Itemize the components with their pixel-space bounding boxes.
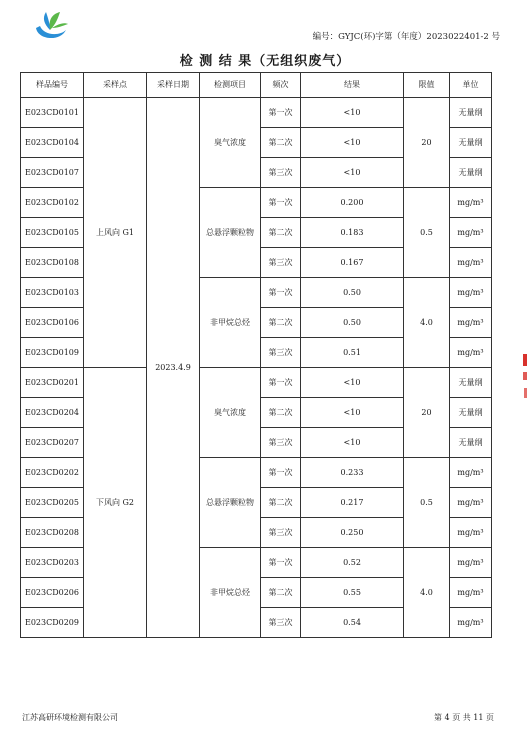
document-number: 编号：GYJC(环)字第（年度）2023022401-2 号	[312, 32, 500, 42]
footer-page-number: 第 4 页 共 11 页	[434, 713, 494, 722]
sample-id-cell: E023CD0102	[21, 188, 84, 218]
company-logo-icon	[30, 8, 72, 44]
result-cell: 0.167	[301, 248, 404, 278]
frequency-cell: 第二次	[261, 578, 301, 608]
sample-id-cell: E023CD0103	[21, 278, 84, 308]
results-table-body	[21, 98, 492, 638]
table-row	[21, 98, 492, 128]
result-cell: 0.233	[301, 458, 404, 488]
frequency-cell: 第二次	[261, 218, 301, 248]
result-cell: 0.55	[301, 578, 404, 608]
unit-cell: mg/m³	[450, 518, 492, 548]
sample-id-cell: E023CD0101	[21, 98, 84, 128]
result-cell: 0.200	[301, 188, 404, 218]
unit-cell: mg/m³	[450, 488, 492, 518]
sample-id-cell: E023CD0204	[21, 398, 84, 428]
results-table	[20, 72, 492, 638]
frequency-cell: 第一次	[261, 188, 301, 218]
unit-cell: mg/m³	[450, 608, 492, 638]
sample-id-cell: E023CD0107	[21, 158, 84, 188]
frequency-cell: 第二次	[261, 308, 301, 338]
frequency-cell: 第一次	[261, 548, 301, 578]
sampling-date-cell: 2023.4.9	[147, 98, 200, 638]
frequency-cell: 第一次	[261, 98, 301, 128]
test-item-cell: 非甲烷总烃	[200, 548, 261, 638]
sample-id-cell: E023CD0109	[21, 338, 84, 368]
result-cell: 0.50	[301, 308, 404, 338]
sampling-point-cell: 上风向 G1	[84, 98, 147, 368]
unit-cell: mg/m³	[450, 578, 492, 608]
footer-company-name: 江苏高研环境检测有限公司	[22, 713, 118, 722]
column-header: 单位	[450, 73, 492, 98]
unit-cell: 无量纲	[450, 128, 492, 158]
result-cell: 0.51	[301, 338, 404, 368]
unit-cell: 无量纲	[450, 158, 492, 188]
table-header-row	[21, 73, 492, 98]
sample-id-cell: E023CD0203	[21, 548, 84, 578]
test-item-cell: 臭气浓度	[200, 368, 261, 458]
unit-cell: mg/m³	[450, 248, 492, 278]
column-header: 样品编号	[21, 73, 84, 98]
sample-id-cell: E023CD0108	[21, 248, 84, 278]
sample-id-cell: E023CD0106	[21, 308, 84, 338]
result-cell: 0.217	[301, 488, 404, 518]
test-item-cell: 非甲烷总烃	[200, 278, 261, 368]
frequency-cell: 第二次	[261, 488, 301, 518]
column-header: 限值	[404, 73, 450, 98]
result-cell: 0.183	[301, 218, 404, 248]
test-item-cell: 总悬浮颗粒物	[200, 458, 261, 548]
unit-cell: mg/m³	[450, 308, 492, 338]
sampling-point-cell: 下风向 G2	[84, 368, 147, 638]
limit-cell: 20	[404, 98, 450, 188]
result-cell: <10	[301, 368, 404, 398]
limit-cell: 0.5	[404, 458, 450, 548]
frequency-cell: 第一次	[261, 278, 301, 308]
limit-cell: 4.0	[404, 548, 450, 638]
frequency-cell: 第三次	[261, 158, 301, 188]
result-cell: <10	[301, 158, 404, 188]
table-row	[21, 368, 492, 398]
sample-id-cell: E023CD0105	[21, 218, 84, 248]
column-header: 采样日期	[147, 73, 200, 98]
sample-id-cell: E023CD0205	[21, 488, 84, 518]
limit-cell: 4.0	[404, 278, 450, 368]
column-header: 结果	[301, 73, 404, 98]
column-header: 检测项目	[200, 73, 261, 98]
result-cell: <10	[301, 398, 404, 428]
test-item-cell: 总悬浮颗粒物	[200, 188, 261, 278]
frequency-cell: 第二次	[261, 398, 301, 428]
unit-cell: mg/m³	[450, 218, 492, 248]
result-cell: <10	[301, 428, 404, 458]
frequency-cell: 第三次	[261, 338, 301, 368]
result-cell: 0.52	[301, 548, 404, 578]
result-cell: 0.250	[301, 518, 404, 548]
sample-id-cell: E023CD0201	[21, 368, 84, 398]
seal-edge-mark	[522, 350, 528, 410]
page-title: 检 测 结 果（无组织废气）	[179, 54, 351, 69]
unit-cell: 无量纲	[450, 368, 492, 398]
frequency-cell: 第一次	[261, 458, 301, 488]
sample-id-cell: E023CD0208	[21, 518, 84, 548]
sample-id-cell: E023CD0207	[21, 428, 84, 458]
unit-cell: mg/m³	[450, 278, 492, 308]
result-cell: <10	[301, 128, 404, 158]
column-header: 频次	[261, 73, 301, 98]
result-cell: <10	[301, 98, 404, 128]
unit-cell: 无量纲	[450, 98, 492, 128]
sample-id-cell: E023CD0209	[21, 608, 84, 638]
result-cell: 0.50	[301, 278, 404, 308]
unit-cell: mg/m³	[450, 458, 492, 488]
column-header: 采样点	[84, 73, 147, 98]
sample-id-cell: E023CD0104	[21, 128, 84, 158]
unit-cell: mg/m³	[450, 548, 492, 578]
sample-id-cell: E023CD0202	[21, 458, 84, 488]
frequency-cell: 第二次	[261, 128, 301, 158]
unit-cell: 无量纲	[450, 428, 492, 458]
unit-cell: mg/m³	[450, 188, 492, 218]
sample-id-cell: E023CD0206	[21, 578, 84, 608]
limit-cell: 0.5	[404, 188, 450, 278]
limit-cell: 20	[404, 368, 450, 458]
frequency-cell: 第三次	[261, 428, 301, 458]
unit-cell: 无量纲	[450, 398, 492, 428]
unit-cell: mg/m³	[450, 338, 492, 368]
test-item-cell: 臭气浓度	[200, 98, 261, 188]
frequency-cell: 第三次	[261, 608, 301, 638]
frequency-cell: 第一次	[261, 368, 301, 398]
frequency-cell: 第三次	[261, 518, 301, 548]
result-cell: 0.54	[301, 608, 404, 638]
frequency-cell: 第三次	[261, 248, 301, 278]
